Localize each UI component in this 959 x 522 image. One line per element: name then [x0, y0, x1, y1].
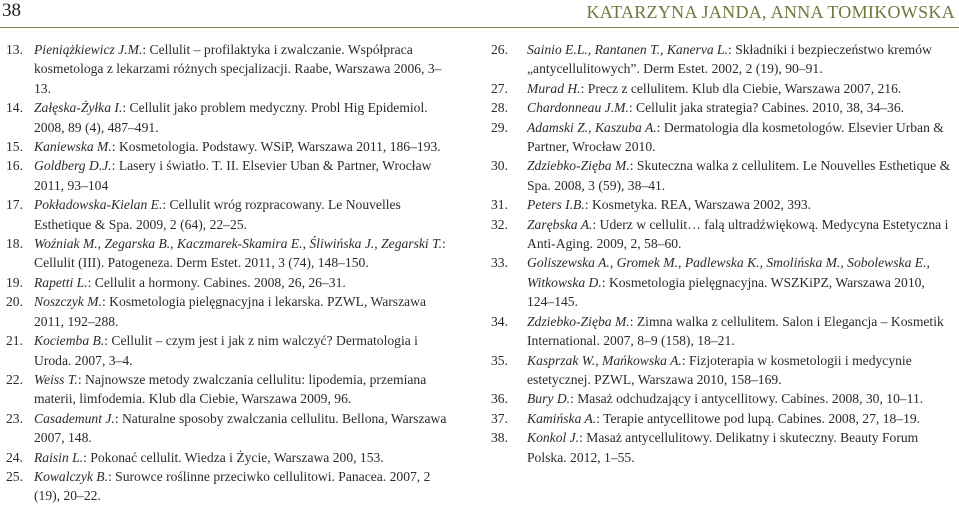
reference-authors: Bury D.: [527, 391, 571, 407]
reference-item: [6, 40, 458, 98]
reference-text: : Pokonać cellulit. Wiedza i Życie, Warszawa 200, 153.: [83, 449, 384, 465]
reference-text: : Lasery i światło. T. II. Elsevier Uban & Partner, Wrocław 2011, 93–104: [34, 158, 432, 193]
reference-item: [491, 312, 953, 351]
reference-text: : Uderz w cellulit… falą ultradźwiękową. Medycyna Estetyczna i Anti-Aging. 2009, 2, 58–60.: [527, 216, 949, 252]
reference-authors: Raisin L.: [34, 449, 84, 465]
reference-number: 27.: [491, 80, 508, 96]
reference-text: : Fizjoterapia w kosmetologii i medycynie estetycznej. PZWL, Warszawa 2010, 158–169.: [527, 352, 912, 387]
reference-item: [491, 253, 953, 311]
reference-text: : Zimna walka z cellulitem. Salon i Elegancja – Kosmetik International. 2007, 8–9 (158), 18–21.: [527, 313, 944, 349]
reference-text: : Surowce roślinne przeciwko cellulitowi. Panacea. 2007, 2 (19), 20–22.: [34, 468, 431, 504]
reference-item: [491, 156, 953, 195]
reference-authors: Goldberg D.J.: [34, 158, 112, 174]
reference-authors: Konkol J.: [527, 430, 580, 446]
reference-number: 35.: [491, 352, 508, 368]
reference-number: 33.: [491, 255, 508, 271]
reference-text: : Precz z cellulitem. Klub dla Ciebie, Warszawa 2007, 216.: [580, 80, 902, 96]
reference-authors: Pokładowska-Kielan E.: [34, 197, 163, 213]
reference-number: 23.: [6, 410, 23, 426]
reference-item: [491, 428, 953, 467]
reference-item: [6, 448, 458, 467]
reference-number: 34.: [491, 313, 508, 329]
reference-authors: Zarębska A.: [527, 216, 593, 232]
reference-number: 28.: [491, 100, 508, 116]
reference-item: [491, 389, 953, 408]
reference-item: [491, 409, 953, 428]
reference-number: 16.: [6, 158, 23, 174]
reference-text: : Terapie antycellitowe pod lupą. Cabines. 2008, 27, 18–19.: [596, 410, 921, 426]
reference-number: 20.: [6, 294, 23, 310]
reference-text: : Cellulit – czym jest i jak z nim walczyć? Dermatologia i Uroda. 2007, 3–4.: [34, 333, 418, 368]
reference-number: 25.: [6, 468, 23, 484]
reference-number: 31.: [491, 197, 508, 213]
reference-item: [491, 351, 953, 390]
reference-number: 18.: [6, 236, 23, 252]
reference-number: 24.: [6, 449, 23, 465]
reference-number: 21.: [6, 333, 23, 349]
references-right-column: [491, 40, 953, 467]
reference-item: [6, 195, 458, 234]
reference-number: 19.: [6, 274, 23, 290]
reference-authors: Zdziebko-Zięba M.: [527, 313, 630, 329]
reference-item: [6, 331, 458, 370]
reference-item: [491, 195, 953, 214]
page-header: [0, 0, 959, 30]
reference-text: : Cellulit (III). Patogeneza. Derm Estet. 2011, 3 (74), 148–150.: [34, 236, 446, 271]
page-number: 38: [2, 0, 21, 21]
reference-number: 32.: [491, 216, 508, 232]
reference-authors: Pieniążkiewicz J.M.: [34, 42, 143, 57]
reference-authors: Rapetti L.: [34, 274, 88, 290]
reference-text: : Cellulit a hormony. Cabines. 2008, 26, 26–31.: [87, 274, 346, 290]
reference-authors: Zdziebko-Zięba M.: [527, 158, 630, 174]
reference-authors: Noszczyk M.: [34, 294, 102, 310]
reference-text: : Składniki i bezpieczeństwo kremów „antycellulitowych”. Derm Estet. 2002, 2 (19), 90–91.: [527, 42, 932, 77]
reference-item: [6, 98, 458, 137]
reference-number: 14.: [6, 100, 23, 116]
reference-authors: Peters I.B.: [527, 197, 585, 213]
reference-authors: Adamski Z., Kaszuba A.: [527, 119, 657, 135]
reference-authors: Załęska-Żyłka I.: [34, 100, 123, 116]
reference-text: : Masaż odchudzający i antycellitowy. Cabines. 2008, 30, 10–11.: [570, 391, 924, 407]
reference-text: : Kosmetyka. REA, Warszawa 2002, 393.: [584, 197, 812, 213]
reference-item: [6, 156, 458, 195]
reference-item: [491, 98, 953, 117]
reference-authors: Murad H.: [527, 80, 581, 96]
reference-text: : Kosmetologia. Podstawy. WSiP, Warszawa 2011, 186–193.: [111, 139, 441, 155]
reference-authors: Sainio E.L., Rantanen T., Kanerva L.: [527, 42, 729, 57]
reference-number: 13.: [6, 42, 23, 57]
reference-authors: Kociemba B.: [34, 333, 105, 349]
reference-number: 29.: [491, 119, 508, 135]
running-head: KATARZYNA JANDA, ANNA TOMIKOWSKA: [586, 2, 955, 22]
reference-text: : Dermatologia dla kosmetologów. Elsevier Urban & Partner, Wrocław 2010.: [527, 119, 944, 155]
reference-authors: Weiss T.: [34, 371, 78, 387]
reference-item: [6, 370, 458, 409]
reference-number: 30.: [491, 158, 508, 174]
reference-number: 37.: [491, 410, 508, 426]
reference-authors: Kasprzak W., Mańkowska A.: [527, 352, 682, 368]
reference-number: 36.: [491, 391, 508, 407]
reference-number: 38.: [491, 430, 508, 446]
reference-text: : Cellulit wróg rozpracowany. Le Nouvelles Esthetique & Spa. 2009, 2 (64), 22–25.: [34, 197, 401, 232]
reference-text: : Cellulit – profilaktyka i zwalczanie. Współpraca kosmetologa z lekarzami różnych specjalizacji. Raabe, Warszawa 2006, 3–13.: [34, 42, 442, 96]
reference-item: [491, 215, 953, 254]
reference-number: 26.: [491, 42, 508, 57]
reference-text: : Kosmetologia pielęgnacyjna i lekarska. PZWL, Warszawa 2011, 192–288.: [34, 294, 427, 329]
reference-number: 15.: [6, 139, 23, 155]
references-left-column: [6, 40, 458, 506]
reference-number: 17.: [6, 197, 23, 213]
reference-item: [6, 137, 458, 156]
reference-item: [6, 292, 458, 331]
reference-item: [491, 79, 953, 98]
header-rule: [0, 27, 959, 28]
reference-authors: Kowalczyk B.: [34, 468, 108, 484]
reference-authors: Chardonneau J.M.: [527, 100, 629, 116]
reference-text: : Skuteczna walka z cellulitem. Le Nouvelles Esthetique & Spa. 2008, 3 (59), 38–41.: [527, 158, 951, 193]
reference-item: [491, 40, 953, 79]
reference-item: [6, 467, 458, 506]
reference-text: : Najnowsze metody zwalczania cellulitu: lipodemia, przemiana materii, limfodemia. Klub dla Ciebie, Warszawa 2009, 96.: [34, 371, 427, 407]
reference-item: [6, 234, 458, 273]
reference-text: : Kosmetologia pielęgnacyjna. WSZKiPZ, Warszawa 2010, 124–145.: [527, 274, 925, 310]
reference-item: [6, 409, 458, 448]
reference-authors: Casademunt J.: [34, 410, 115, 426]
reference-text: : Cellulit jaka strategia? Cabines. 2010, 38, 34–36.: [628, 100, 905, 116]
reference-authors: Woźniak M., Zegarska B., Kaczmarek-Skamira E., Śliwińska J., Zegarski T.: [34, 236, 443, 252]
reference-authors: Kaniewska M.: [34, 139, 112, 155]
reference-authors: Kamińska A.: [527, 410, 597, 426]
reference-number: 22.: [6, 371, 23, 387]
reference-text: : Cellulit jako problem medyczny. Probl Hig Epidemiol. 2008, 89 (4), 487–491.: [34, 100, 428, 135]
reference-text: : Naturalne sposoby zwalczania cellulitu. Bellona, Warszawa 2007, 148.: [34, 410, 447, 446]
reference-item: [491, 118, 953, 157]
reference-item: [6, 273, 458, 292]
reference-authors: Goliszewska A., Gromek M., Padlewska K., Smolińska M., Sobolewska E., Witkowska D.: [527, 255, 930, 290]
reference-text: : Masaż antycellulitowy. Delikatny i skuteczny. Beauty Forum Polska. 2012, 1–55.: [527, 430, 919, 465]
